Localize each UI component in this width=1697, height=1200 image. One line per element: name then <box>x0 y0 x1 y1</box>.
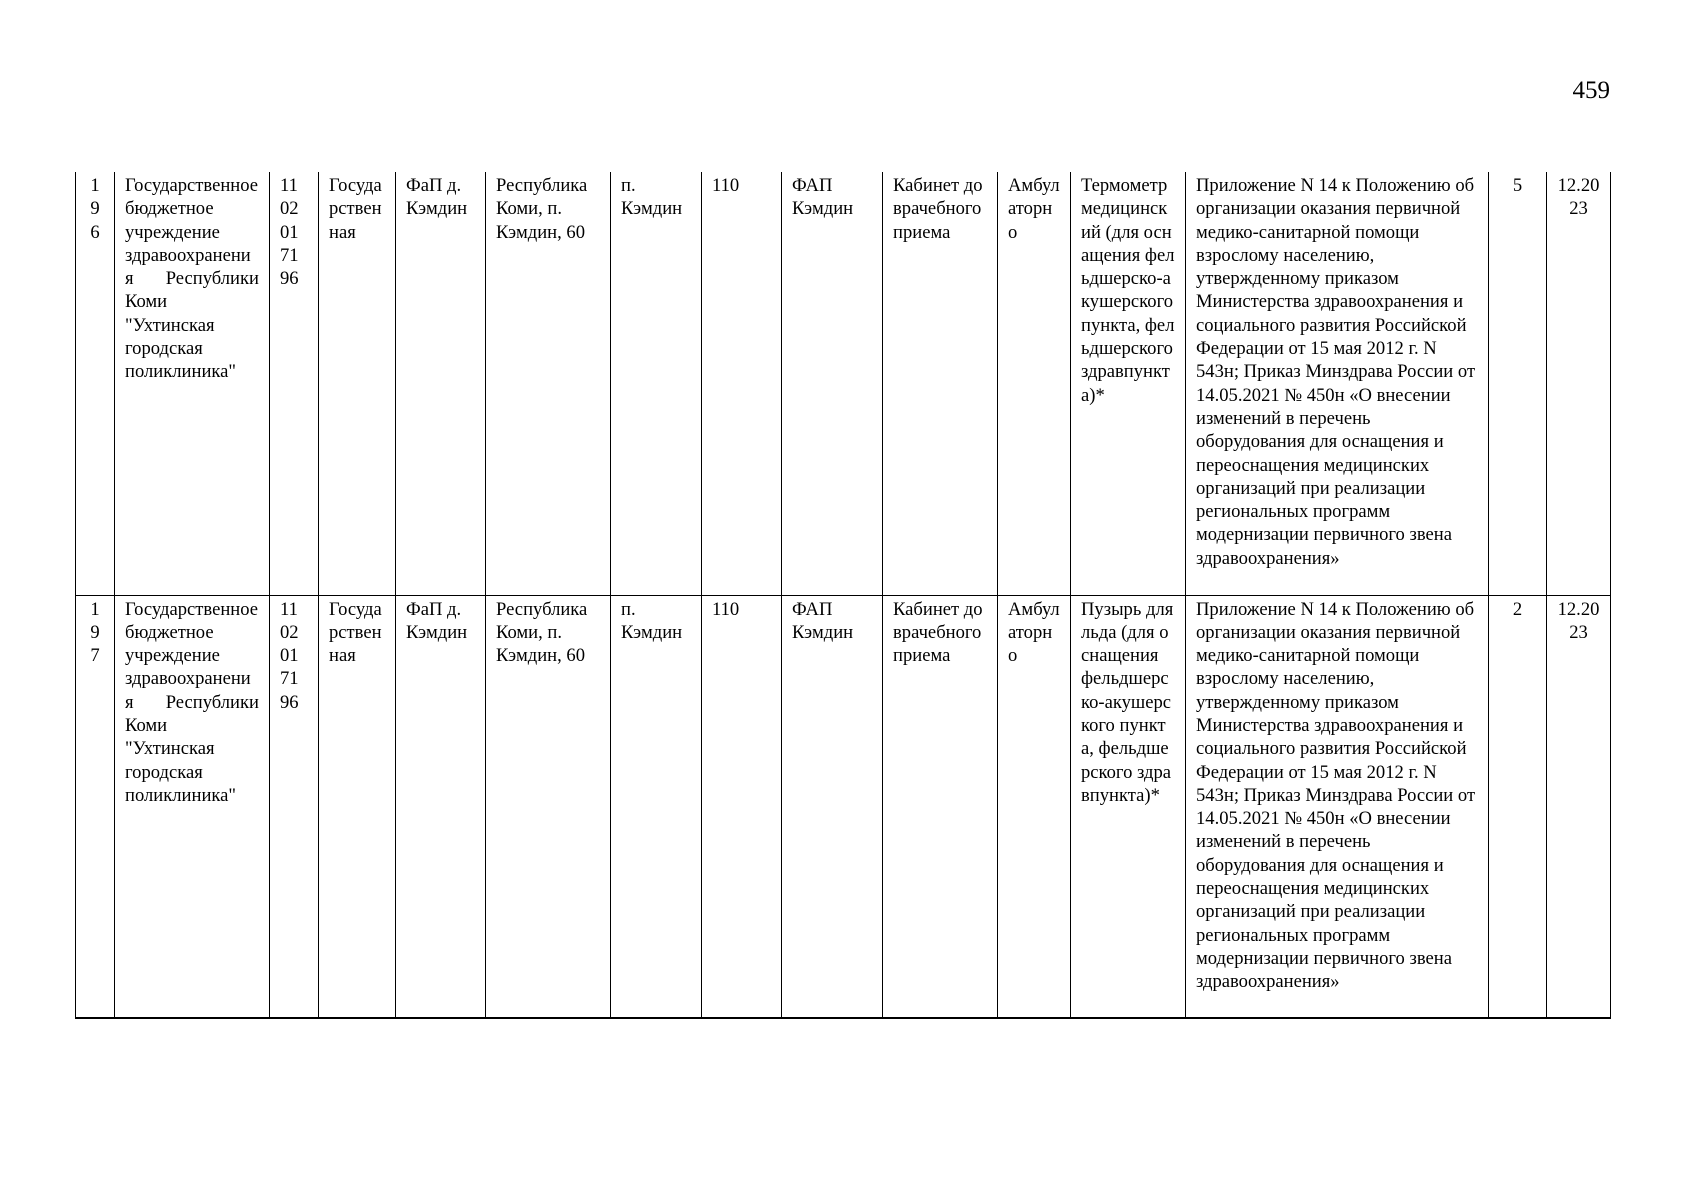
ownership-cell: Государственная <box>319 172 396 595</box>
number-cell: 110 <box>702 595 782 1018</box>
legal-basis-cell: Приложение N 14 к Положению об организации оказания первичной медико-санитарной помощи взрослому населению, утвержденному приказом Министерства здравоохранения и социального развития Российской Федерации от 15 мая 2012 г. N 543н; Приказ Минздрава России от 14.05.2021 № 450н «О внесении изменений в перечень оборудования для оснащения и переоснащения медицинских организаций при реализации региональных программ модернизации первичного звена здравоохранения» <box>1186 595 1489 1018</box>
quantity-cell: 5 <box>1489 172 1547 595</box>
room-cell: Кабинет доврачебного приема <box>883 172 998 595</box>
row-number-cell: 197 <box>76 595 115 1018</box>
quantity-cell: 2 <box>1489 595 1547 1018</box>
equipment-cell: Термометр медицинский (для оснащения фельдшерско-акушерского пункта, фельдшерского здравпункта)* <box>1071 172 1186 595</box>
date-cell: 12.2023 <box>1547 595 1611 1018</box>
table-row <box>76 172 1611 595</box>
fap-cell: ФАП Кэмдин <box>782 172 883 595</box>
legal-basis-cell: Приложение N 14 к Положению об организации оказания первичной медико-санитарной помощи взрослому населению, утвержденному приказом Министерства здравоохранения и социального развития Российской Федерации от 15 мая 2012 г. N 543н; Приказ Минздрава России от 14.05.2021 № 450н «О внесении изменений в перечень оборудования для оснащения и переоснащения медицинских организаций при реализации региональных программ модернизации первичного звена здравоохранения» <box>1186 172 1489 595</box>
care-type-cell: Амбулаторно <box>998 172 1071 595</box>
locality-cell: п. Кэмдин <box>611 172 702 595</box>
address-cell: Республика Коми, п. Кэмдин, 60 <box>486 172 611 595</box>
unit-cell: ФаП д. Кэмдин <box>396 595 486 1018</box>
ownership-cell: Государственная <box>319 595 396 1018</box>
fap-cell: ФАП Кэмдин <box>782 595 883 1018</box>
address-cell: Республика Коми, п. Кэмдин, 60 <box>486 595 611 1018</box>
equipment-cell: Пузырь для льда (для оснащения фельдшерско-акушерского пункта, фельдшерского здравпункта)* <box>1071 595 1186 1018</box>
organization-cell: Государственное бюджетное учреждение здравоохранения Республики Коми "Ухтинская городская поликлиника" <box>115 172 270 595</box>
row-number-cell: 196 <box>76 172 115 595</box>
registry-table <box>75 172 1611 1019</box>
organization-cell: Государственное бюджетное учреждение здравоохранения Республики Коми "Ухтинская городская поликлиника" <box>115 595 270 1018</box>
date-cell: 12.2023 <box>1547 172 1611 595</box>
table-row <box>76 595 1611 1018</box>
code-cell: 1102017196 <box>270 172 319 595</box>
number-cell: 110 <box>702 172 782 595</box>
unit-cell: ФаП д. Кэмдин <box>396 172 486 595</box>
room-cell: Кабинет доврачебного приема <box>883 595 998 1018</box>
page-number: 459 <box>1572 77 1610 104</box>
code-cell: 1102017196 <box>270 595 319 1018</box>
locality-cell: п. Кэмдин <box>611 595 702 1018</box>
care-type-cell: Амбулаторно <box>998 595 1071 1018</box>
